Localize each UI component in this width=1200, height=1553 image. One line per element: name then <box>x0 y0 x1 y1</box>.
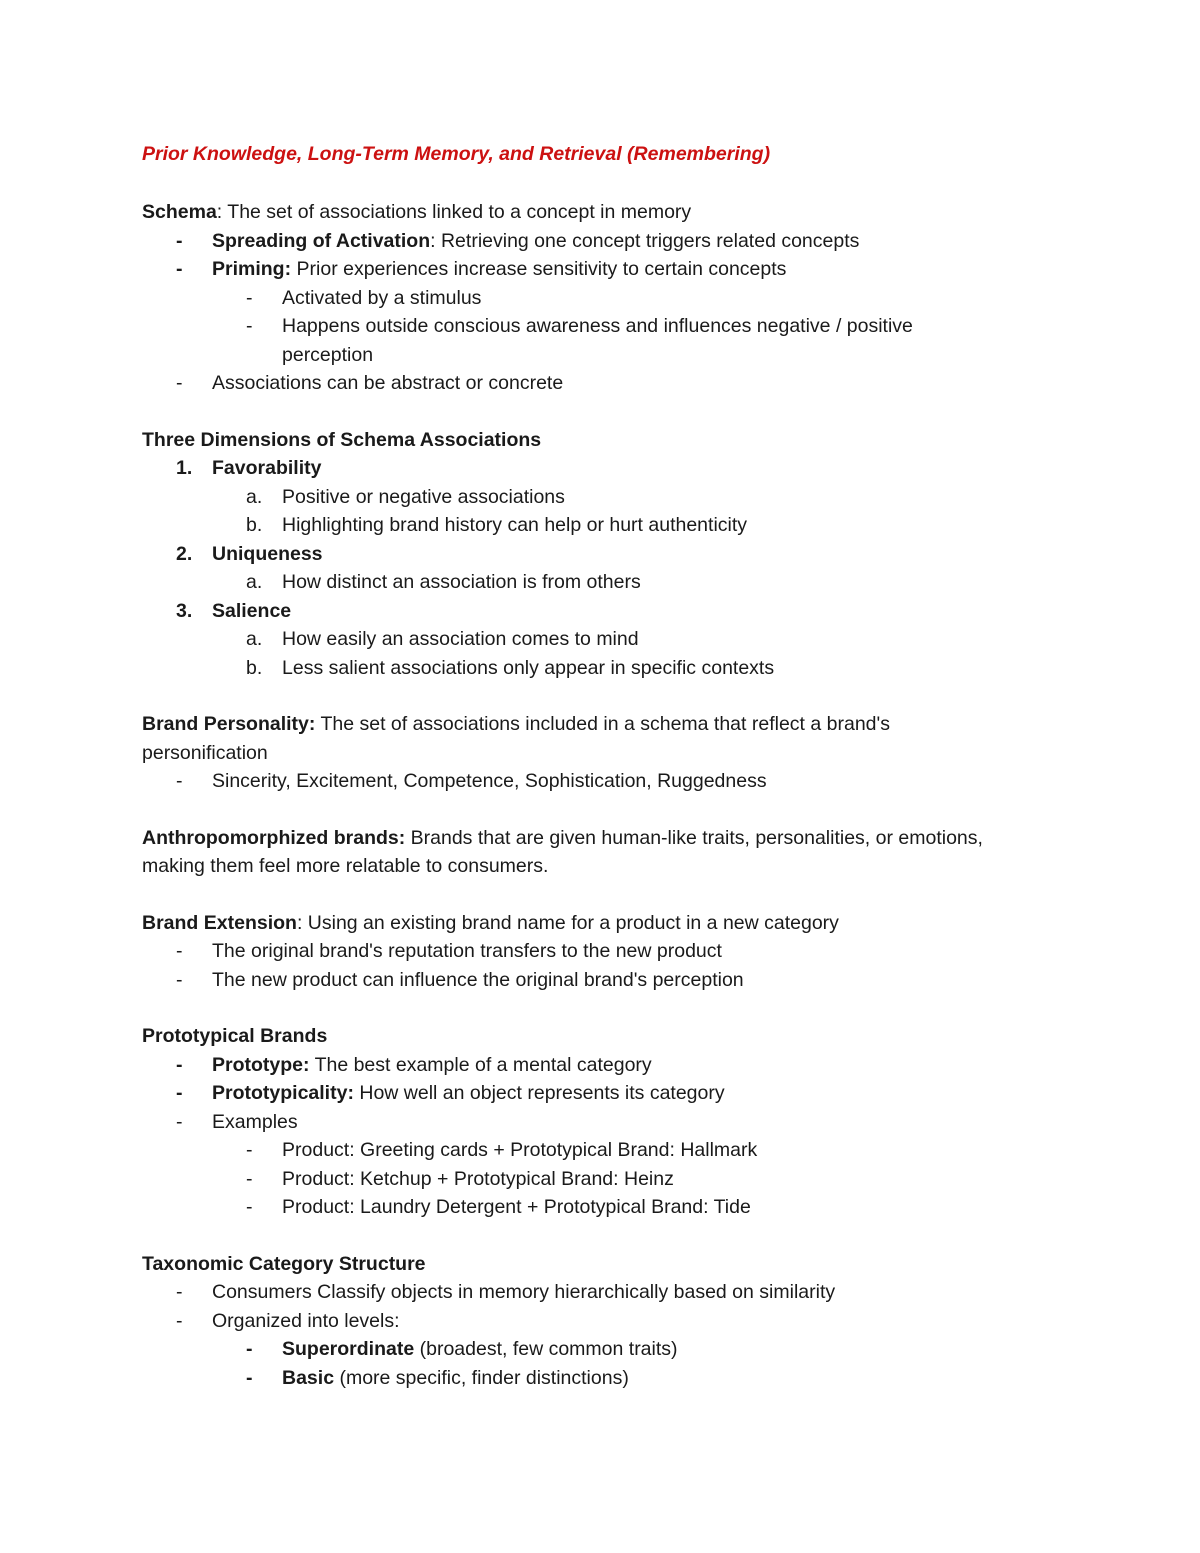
list-item <box>142 937 1002 966</box>
list-item <box>142 1193 1002 1222</box>
bullet-dash: - <box>176 1309 183 1332</box>
item-term: Favorability <box>212 457 322 479</box>
bullet-dash: - <box>176 1281 183 1303</box>
item-text: Product: Greeting cards + Prototypical Brand: Hallmark <box>282 1139 758 1161</box>
personality-term: Brand Personality: <box>142 713 316 735</box>
bullet-dash: - <box>246 1196 253 1218</box>
bullet-dash: - <box>246 1366 253 1389</box>
list-item <box>142 511 1002 540</box>
list-item <box>142 1278 1002 1307</box>
dimensions-section <box>142 426 1002 683</box>
schema-section <box>142 198 1002 398</box>
list-item <box>142 1307 1002 1336</box>
bullet-dash: - <box>176 1110 183 1133</box>
list-item <box>142 483 1002 512</box>
bullet-dash: - <box>176 1082 183 1104</box>
item-term: Basic <box>282 1366 335 1389</box>
bullet-dash: - <box>246 315 253 337</box>
item-term: Priming: <box>212 258 292 280</box>
list-item <box>142 255 1002 284</box>
list-letter: a. <box>246 628 263 650</box>
extension-def: : Using an existing brand name for a product in a new category <box>296 911 839 934</box>
item-term: Prototype: <box>212 1053 310 1076</box>
list-item <box>142 1335 1002 1364</box>
list-item <box>142 625 1002 654</box>
item-term: Prototypicality: <box>212 1082 354 1104</box>
personality-section <box>142 710 1002 796</box>
list-item <box>142 966 1002 995</box>
anthro-def: Brands that are given human-like traits, personalities, or emotions, making them feel more relatable to consumers. <box>142 826 983 877</box>
bullet-dash: - <box>176 258 183 280</box>
list-item <box>142 1079 1002 1108</box>
schema-definition <box>142 198 1002 227</box>
bullet-dash: - <box>246 1167 253 1190</box>
schema-term: Schema <box>142 201 217 223</box>
item-term: Spreading of Activation <box>212 229 431 252</box>
list-item <box>142 1051 1002 1080</box>
dimensions-heading: Three Dimensions of Schema Associations <box>142 428 542 451</box>
item-term: Salience <box>212 599 292 622</box>
document-title: Prior Knowledge, Long-Term Memory, and Retrieval (Remembering) <box>142 143 771 165</box>
list-item <box>142 597 1002 626</box>
item-text: Sincerity, Excitement, Competence, Sophistication, Ruggedness <box>212 770 767 792</box>
item-def: Prior experiences increase sensitivity to certain concepts <box>291 258 787 280</box>
prototypical-section <box>142 1022 1002 1222</box>
bullet-dash: - <box>176 968 183 991</box>
extension-term: Brand Extension <box>142 911 297 934</box>
taxonomic-section <box>142 1250 1002 1393</box>
list-item <box>142 454 1002 483</box>
list-item <box>142 767 1002 796</box>
bullet-dash: - <box>176 1053 183 1076</box>
bullet-dash: - <box>246 1139 253 1161</box>
item-text: Product: Ketchup + Prototypical Brand: Heinz <box>282 1167 674 1190</box>
list-item <box>142 1136 1002 1165</box>
list-item <box>142 284 1002 313</box>
list-item <box>142 1364 1002 1393</box>
list-item <box>142 369 1002 398</box>
item-def: How well an object represents its category <box>353 1082 725 1104</box>
item-text: How distinct an association is from others <box>282 571 641 593</box>
anthro-definition <box>142 824 1002 881</box>
item-text: Activated by a stimulus <box>282 286 482 309</box>
item-def: : Retrieving one concept triggers related concepts <box>430 229 860 252</box>
list-item <box>142 568 1002 597</box>
anthro-term: Anthropomorphized brands: <box>142 826 406 849</box>
list-letter: b. <box>246 514 263 536</box>
list-item <box>142 312 1002 369</box>
list-item <box>142 540 1002 569</box>
bullet-dash: - <box>176 372 183 394</box>
bullet-dash: - <box>176 770 183 792</box>
extension-section <box>142 909 1002 995</box>
list-item <box>142 654 1002 683</box>
extension-definition <box>142 909 1002 938</box>
item-text: Product: Laundry Detergent + Prototypical Brand: Tide <box>282 1196 751 1218</box>
list-item <box>142 1165 1002 1194</box>
list-letter: a. <box>246 571 263 593</box>
list-number: 3. <box>176 599 193 622</box>
item-term: Superordinate <box>282 1338 415 1360</box>
item-text: Examples <box>212 1110 298 1133</box>
item-term: Uniqueness <box>212 542 323 565</box>
item-text: Associations can be abstract or concrete <box>212 372 564 394</box>
item-text: Happens outside conscious awareness and influences negative / positive perception <box>282 315 913 366</box>
item-text: Highlighting brand history can help or hurt authenticity <box>282 514 748 536</box>
list-number: 1. <box>176 457 193 479</box>
item-text: Consumers Classify objects in memory hierarchically based on similarity <box>212 1281 836 1303</box>
item-def: (broadest, few common traits) <box>414 1338 678 1360</box>
item-def: (more specific, finder distinctions) <box>334 1366 629 1389</box>
list-letter: a. <box>246 485 263 508</box>
personality-def: The set of associations included in a schema that reflect a brand's personification <box>142 713 890 764</box>
bullet-dash: - <box>246 1338 253 1360</box>
list-item <box>142 1108 1002 1137</box>
item-text: How easily an association comes to mind <box>282 628 639 650</box>
bullet-dash: - <box>246 286 253 309</box>
item-text: Organized into levels: <box>212 1309 400 1332</box>
item-text: The new product can influence the original brand's perception <box>212 968 744 991</box>
bullet-dash: - <box>176 229 183 252</box>
item-def: The best example of a mental category <box>309 1053 652 1076</box>
item-text: The original brand's reputation transfers to the new product <box>212 940 722 962</box>
list-number: 2. <box>176 542 193 565</box>
bullet-dash: - <box>176 940 183 962</box>
item-text: Positive or negative associations <box>282 485 565 508</box>
schema-def: : The set of associations linked to a concept in memory <box>216 201 692 223</box>
anthro-section <box>142 824 1002 881</box>
list-letter: b. <box>246 656 263 679</box>
list-item <box>142 227 1002 256</box>
document-page <box>142 139 1002 1420</box>
item-text: Less salient associations only appear in specific contexts <box>282 656 775 679</box>
prototypical-heading: Prototypical Brands <box>142 1025 328 1047</box>
personality-definition <box>142 710 1002 767</box>
taxonomic-heading: Taxonomic Category Structure <box>142 1252 426 1275</box>
